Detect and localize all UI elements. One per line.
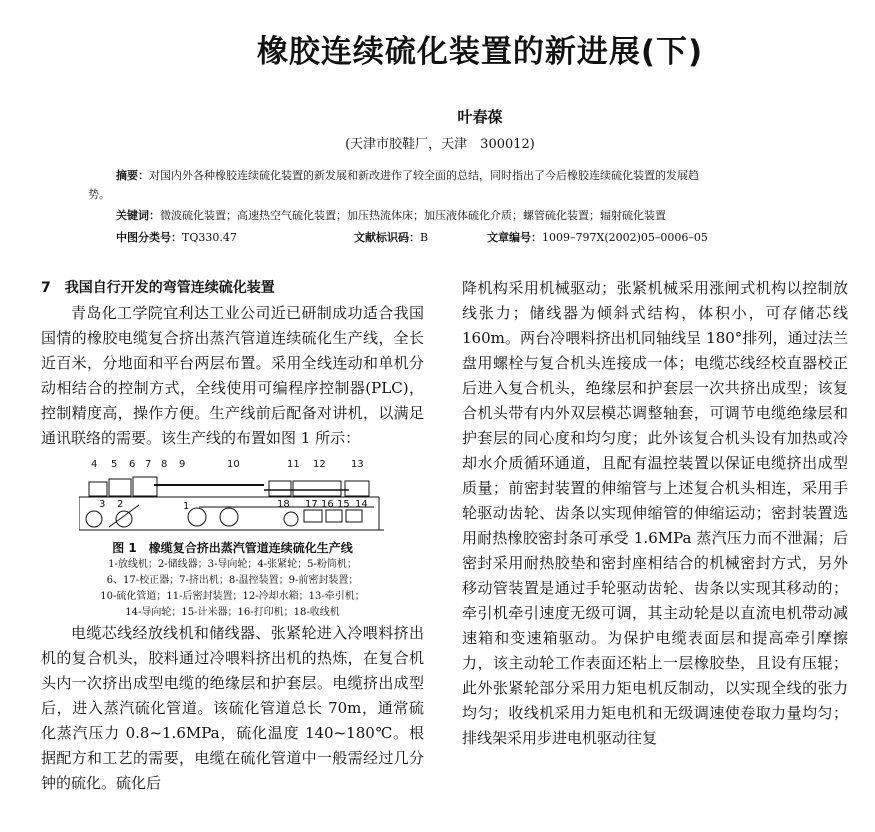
production-line-diagram <box>79 457 389 537</box>
abstract-text-line2: 势。 <box>88 188 110 201</box>
clc-field <box>116 229 237 245</box>
doc-code-label: 文献标识码： <box>354 231 420 244</box>
extruder-box <box>133 477 157 496</box>
take-up-wheel <box>284 512 298 526</box>
corrector-box <box>304 510 322 522</box>
doc-code-field <box>354 229 428 245</box>
article-no-field <box>487 229 708 245</box>
meter-box <box>346 510 362 522</box>
legend-line: 14-导向轮；15-计米器；16-打印机；18-收线机 <box>125 607 340 618</box>
top-label-4: 8 <box>161 459 168 470</box>
article-no-label: 文章编号： <box>487 231 542 244</box>
clc-label: 中图分类号： <box>116 231 182 244</box>
doc-code-value: B <box>420 231 429 244</box>
powder-box <box>109 479 131 496</box>
right-paragraph: 降机构采用机械驱动；张紧机械采用涨闸式机构以控制放线张力；储线器为倾斜式结构，体积小，可存储芯线 160m。两台冷喂料挤出机同轴线呈 180°排列，通过法兰盘用螺栓与复合机头连接成一体；电缆芯线经校直器校正后进入复合机头，绝缘层和护套层一次共挤出成型；该复合机头带有内外双层模芯调整轴套，可调节电缆绝缘层和护套层的同心度和均匀度；此外该复合机头设有加热或冷却水介质循环通道，且配有温控装置以保证电缆挤出成型质量；前密封装置的伸缩管与上述复合机头相连，采用手轮驱动齿轮、齿条以实现伸缩管的伸缩运动；密封装置选用耐热橡胶密封条可承受 1.6MPa 蒸汽压力而不泄漏；后密封采用耐热胶垫和密封座相结合的机械密封方式，另外移动管装置是通过手轮驱动齿轮、齿条以实现其移动的；牵引机牵引速度无级可调，其主动轮是以直流电机带动减速箱和变速箱驱动。为保护电缆表面层和提高牵引摩擦力，该主动轮工作表面还粘上一层橡胶垫，且设有压辊；此外张紧轮部分采用力矩电机反制动，以实现全线的张力均匀；收线机采用力矩电机和无级调速使卷取力量均匀；排线架采用步进电机驱动往复 <box>462 279 848 747</box>
tension-wheel-box <box>89 482 107 496</box>
top-label-9: 13 <box>351 459 364 470</box>
bottom-label-4: 17 <box>305 499 318 510</box>
figure-legend <box>41 557 424 621</box>
top-label-8: 12 <box>313 459 326 470</box>
author-name: 叶春葆 <box>457 108 503 126</box>
top-label-5: 9 <box>179 459 186 470</box>
keywords-label: 关键词： <box>116 209 160 222</box>
section-heading: 7 我国自行开发的弯管连续硫化装置 <box>41 280 275 296</box>
abstract-label: 摘要： <box>116 169 149 182</box>
bottom-label-1: 2 <box>117 499 124 510</box>
bottom-label-5: 16 <box>321 499 334 510</box>
wheel-1 <box>188 508 206 526</box>
printer-box <box>326 510 342 522</box>
top-label-2: 6 <box>129 459 136 470</box>
page-title: 橡胶连续硫化装置的新进展(下) <box>256 34 704 70</box>
legend-line: 1-放线机；2-储线器；3-导向轮；4-张紧轮；5-粉筒机； <box>108 559 357 570</box>
keywords-text: 微波硫化装置；高速热空气硫化装置；加压热流体床；加压液体硫化介质；螺管硫化装置；辐射硫化装置 <box>160 209 666 222</box>
bottom-label-3: 18 <box>277 499 290 510</box>
top-label-0: 4 <box>91 459 98 470</box>
haul-off-box <box>345 481 369 496</box>
wheel-2 <box>220 508 238 526</box>
article-no-value: 1009–797X(2002)05–0006–05 <box>542 231 708 244</box>
figure-caption: 图 1 橡缆复合挤出蒸汽管道连续硫化生产线 <box>112 541 353 555</box>
left-paragraph-2: 电缆芯线经放线机和储线器、张紧轮进入冷喂料挤出机的复合机头，胶料通过冷喂料挤出机的热炼，在复合机头内一次挤出成型电缆的绝缘层和护套层。电缆挤出成型后，进入蒸汽硫化管道。该硫化管道总长 70m，通常硫化蒸汽压力 0.8~1.6MPa，硫化温度 140~180℃。根据配方和工艺的需要，电缆在硫化管道中一般需经过几分钟的硫化。硫化后 <box>41 624 424 792</box>
abstract-text-line1: 对国内外各种橡胶连续硫化装置的新发展和新改进作了较全面的总结，同时指出了今后橡胶连续硫化装置的发展趋 <box>149 169 699 182</box>
legend-line: 6、17-校正器；7-挤出机；8-温控装置；9-前密封装置； <box>106 575 359 586</box>
legend-line: 10-硫化管道；11-后密封装置；12-冷却水箱；13-牵引机； <box>100 591 365 602</box>
figure-1 <box>41 457 424 621</box>
left-column <box>41 276 424 796</box>
top-label-7: 11 <box>287 459 300 470</box>
clc-value: TQ330.47 <box>182 231 237 244</box>
pay-off-wheel <box>86 511 102 527</box>
bottom-label-6: 15 <box>337 499 350 510</box>
cooling-tank <box>293 481 341 496</box>
accumulator-wheel <box>116 511 132 527</box>
author-affiliation: (天津市胶鞋厂，天津 300012) <box>345 137 535 152</box>
top-label-3: 7 <box>145 459 152 470</box>
left-paragraph-1: 青岛化工学院宜利达工业公司近已研制成功适合我国国情的橡胶电缆复合挤出蒸汽管道连续硫化生产线，全长近百米，分地面和平台两层布置。采用全线连动和单机分动相结合的控制方式，全线使用可编程序控制器(PLC)，控制精度高，操作方便。生产线前后配备对讲机，以满足通讯联络的需要。该生产线的布置如图 1 所示： <box>41 304 424 447</box>
bottom-label-7: 14 <box>355 499 368 510</box>
bottom-label-0: 3 <box>99 499 106 510</box>
bottom-label-2: 1 <box>183 501 190 512</box>
abstract-block <box>88 165 808 226</box>
rear-seal-box <box>269 481 291 496</box>
right-column <box>462 276 848 751</box>
top-label-1: 5 <box>111 459 118 470</box>
top-label-6: 10 <box>227 459 240 470</box>
